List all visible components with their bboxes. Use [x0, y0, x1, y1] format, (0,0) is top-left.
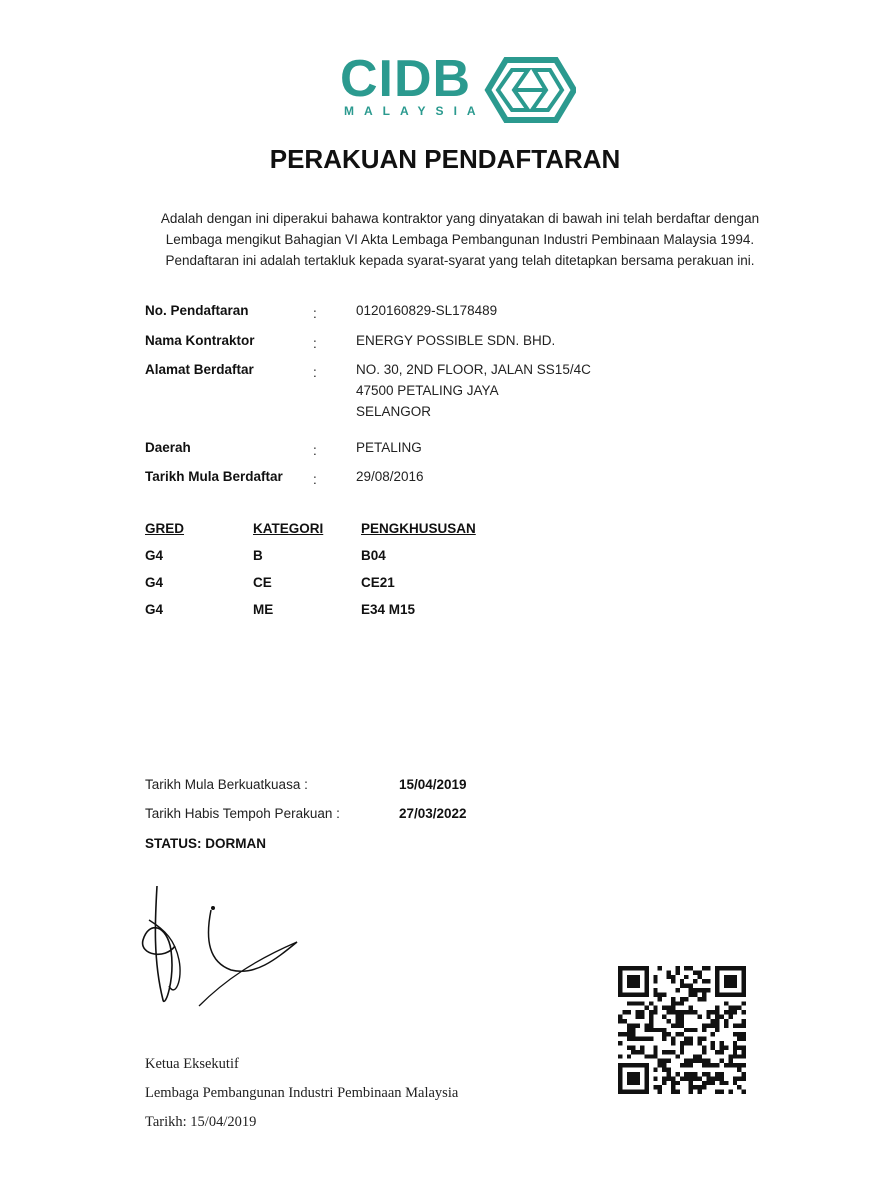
address-line: 47500 PETALING JAYA	[356, 383, 499, 398]
specialization-cell: CE21	[361, 575, 395, 590]
address-value	[356, 359, 591, 422]
intro-paragraph	[130, 208, 790, 271]
status-badge: STATUS: DORMAN	[145, 836, 266, 851]
logo-hexagon-icon	[484, 56, 576, 124]
category-header: KATEGORI	[253, 521, 324, 536]
specialization-cell: E34 M15	[361, 602, 416, 617]
specialization-header: PENGKHUSUSAN	[361, 521, 476, 536]
contractor-name-label: Nama Kontraktor	[145, 333, 255, 348]
effective-date-label: Tarikh Mula Berkuatkuasa :	[145, 777, 308, 792]
registration-no-colon: :	[313, 306, 317, 321]
expiry-date-label: Tarikh Habis Tempoh Perakuan :	[145, 806, 340, 821]
intro-line: Pendaftaran ini adalah tertakluk kepada syarat-syarat yang telah ditetapkan bersama perakuan ini.	[165, 253, 755, 268]
intro-line: Lembaga mengikut Bahagian VI Akta Lembaga Pembangunan Industri Pembinaan Malaysia 1994.	[165, 232, 755, 247]
category-cell: B	[253, 548, 263, 563]
contractor-name-value: ENERGY POSSIBLE SDN. BHD.	[356, 333, 556, 348]
district-colon: :	[313, 443, 317, 458]
district-value: PETALING	[356, 440, 422, 455]
start-date-colon: :	[313, 472, 317, 487]
category-cell: CE	[253, 575, 272, 590]
specialization-cell: B04	[361, 548, 386, 563]
document-title: PERAKUAN PENDAFTARAN	[269, 144, 621, 174]
address-line: NO. 30, 2ND FLOOR, JALAN SS15/4C	[356, 362, 591, 377]
cidb-logo	[340, 50, 580, 126]
registration-no-value: 0120160829-SL178489	[356, 303, 498, 318]
category-cell: ME	[253, 602, 274, 617]
signatory-date: Tarikh: 15/04/2019	[145, 1114, 257, 1130]
qr-code-icon	[618, 966, 746, 1094]
start-date-value: 29/08/2016	[356, 469, 424, 484]
expiry-date-value: 27/03/2022	[399, 806, 467, 821]
address-label: Alamat Berdaftar	[145, 362, 254, 377]
logo-subtitle: MALAYSIA	[344, 104, 486, 118]
signature-image	[135, 880, 315, 1010]
grade-header: GRED	[145, 521, 185, 536]
signatory-title: Ketua Eksekutif	[145, 1056, 239, 1072]
effective-date-value: 15/04/2019	[399, 777, 467, 792]
signatory-organization: Lembaga Pembangunan Industri Pembinaan Malaysia	[145, 1085, 459, 1101]
start-date-label: Tarikh Mula Berdaftar	[145, 469, 283, 484]
grade-cell: G4	[145, 575, 164, 590]
address-line: SELANGOR	[356, 404, 432, 419]
district-label: Daerah	[145, 440, 191, 455]
registration-no-label: No. Pendaftaran	[145, 303, 249, 318]
logo-wordmark: CIDB	[340, 50, 472, 108]
grade-cell: G4	[145, 602, 164, 617]
contractor-name-colon: :	[313, 336, 317, 351]
grade-cell: G4	[145, 548, 164, 563]
intro-line: Adalah dengan ini diperakui bahawa kontraktor yang dinyatakan di bawah ini telah berdaftar dengan	[160, 211, 760, 226]
address-colon: :	[313, 365, 317, 380]
